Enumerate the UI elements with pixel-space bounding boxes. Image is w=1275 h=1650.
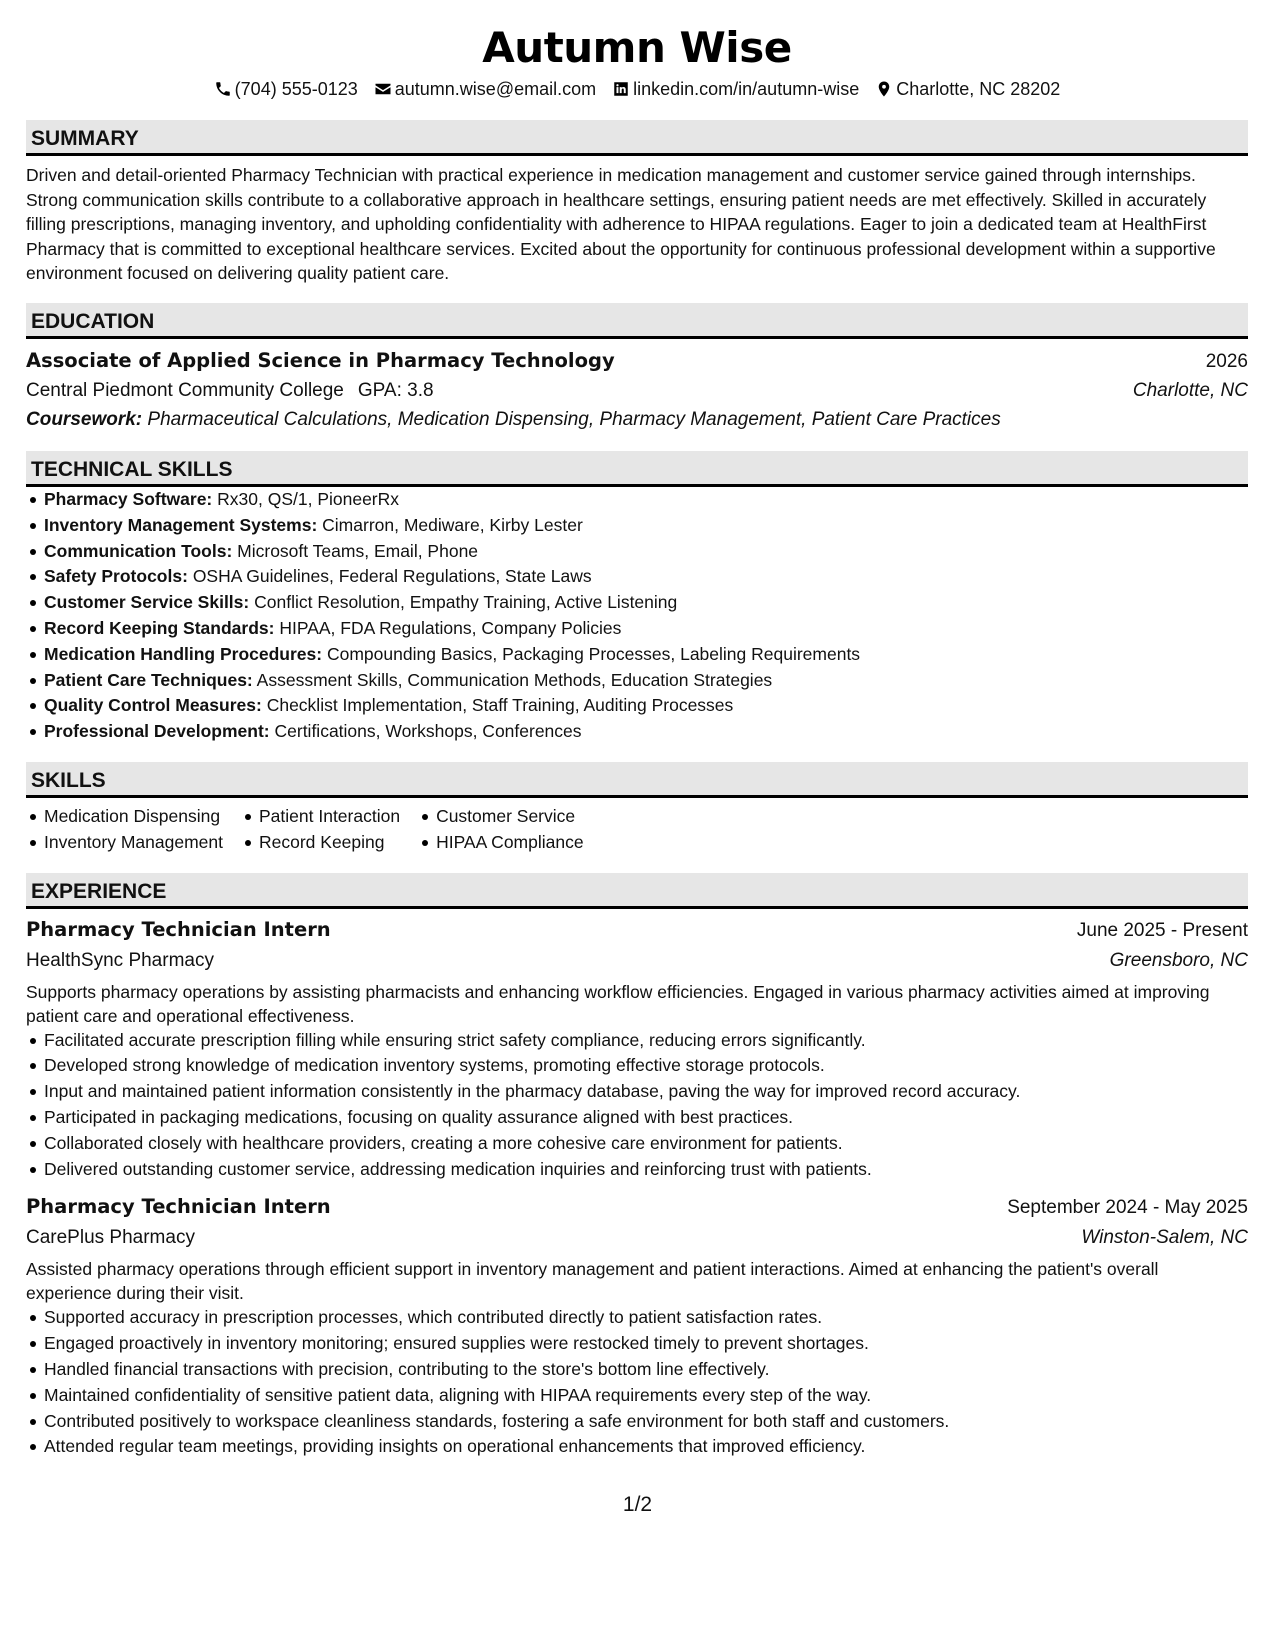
candidate-name: Autumn Wise	[482, 23, 792, 72]
list-item: Handled financial transactions with precision, contributing to the store's bottom line effectively.	[26, 1357, 1248, 1383]
skill-category: Customer Service Skills:	[44, 592, 250, 613]
job-description: Supports pharmacy operations by assisting pharmacists and enhancing workflow efficiencies. Engaged in various pharmacy activities aimed at improving patient care and operational effectiveness.	[26, 981, 1210, 1026]
map-pin-icon	[875, 80, 893, 98]
coursework	[26, 406, 1248, 434]
resume-page	[26, 22, 1248, 1460]
job-title: Pharmacy Technician Intern	[26, 1195, 331, 1219]
list-item: HIPAA Compliance	[418, 830, 584, 856]
education-row	[26, 347, 1248, 376]
list-item: Contributed positively to workspace cleanliness standards, fostering a safe environment for both staff and customers.	[26, 1409, 1248, 1435]
skill-category: Safety Protocols:	[44, 566, 188, 587]
location-text: Charlotte, NC 28202	[896, 79, 1061, 99]
skill-category: Patient Care Techniques:	[44, 669, 253, 690]
list-item: Medication Dispensing	[26, 804, 223, 830]
job-bullets	[26, 1028, 1248, 1183]
list-item: Collaborated closely with healthcare providers, creating a more cohesive care environment for patients.	[26, 1131, 1248, 1157]
list-item: Facilitated accurate prescription filling while ensuring strict safety compliance, reducing errors significantly.	[26, 1028, 1248, 1054]
graduation-year: 2026	[1205, 350, 1248, 372]
list-item	[26, 719, 1248, 745]
skill-values: Cimarron, Mediware, Kirby Lester	[322, 514, 583, 535]
job-location: Winston-Salem, NC	[1081, 1227, 1248, 1249]
skill-category: Record Keeping Standards:	[44, 617, 275, 638]
page-number: 1/2	[622, 1493, 653, 1516]
education-section	[26, 303, 1248, 434]
phone-icon	[214, 80, 232, 98]
skills-column	[418, 804, 584, 856]
skill-values: HIPAA, FDA Regulations, Company Policies	[279, 617, 622, 638]
summary-section	[26, 120, 1248, 286]
skills-section	[26, 762, 1248, 856]
skill-values: Rx30, QS/1, PioneerRx	[217, 488, 400, 509]
section-heading: TECHNICAL SKILLS	[26, 451, 1248, 487]
list-item	[26, 539, 1248, 565]
job-title: Pharmacy Technician Intern	[26, 917, 331, 941]
education-school-row	[26, 376, 1248, 406]
list-item	[26, 487, 1248, 513]
list-item: Supported accuracy in prescription processes, which contributed directly to patient satisfaction rates.	[26, 1305, 1248, 1331]
skills-column	[26, 804, 223, 856]
skill-values: Compounding Basics, Packaging Processes, Labeling Requirements	[326, 643, 861, 664]
job-title-row	[26, 915, 1248, 946]
skill-category: Pharmacy Software:	[44, 488, 213, 509]
contact-bar	[26, 76, 1248, 102]
skill-category: Medication Handling Procedures:	[44, 643, 323, 664]
list-item: Customer Service	[418, 804, 584, 830]
skill-values: Checklist Implementation, Staff Training, Auditing Processes	[266, 695, 734, 716]
technical-skills-section	[26, 451, 1248, 745]
skill-values: Conflict Resolution, Empathy Training, Active Listening	[254, 592, 678, 613]
coursework-label: Coursework:	[26, 408, 143, 430]
list-item	[26, 668, 1248, 694]
job-entry	[26, 915, 1248, 1183]
job-entry	[26, 1192, 1248, 1460]
skill-values: Certifications, Workshops, Conferences	[274, 721, 582, 742]
list-item: Input and maintained patient information consistently in the pharmacy database, paving the way for improved record accuracy.	[26, 1079, 1248, 1105]
section-heading: EDUCATION	[26, 303, 1248, 339]
list-item	[26, 642, 1248, 668]
linkedin-link[interactable]: linkedin.com/in/autumn-wise	[633, 79, 860, 99]
skill-values: Assessment Skills, Communication Methods, Education Strategies	[256, 669, 773, 690]
envelope-icon	[374, 80, 392, 98]
skill-values: Microsoft Teams, Email, Phone	[237, 540, 479, 561]
coursework-list: Pharmaceutical Calculations, Medication Dispensing, Pharmacy Management, Patient Care Practices	[147, 408, 1001, 430]
list-item	[26, 590, 1248, 616]
skill-category: Quality Control Measures:	[44, 695, 262, 716]
list-item: Patient Interaction	[241, 804, 400, 830]
section-heading: SUMMARY	[26, 120, 1248, 156]
experience-section	[26, 873, 1248, 1461]
job-company-row	[26, 946, 1248, 976]
skills-column	[241, 804, 400, 856]
contact-location	[875, 76, 1060, 102]
list-item: Developed strong knowledge of medication inventory systems, promoting effective storage protocols.	[26, 1053, 1248, 1079]
list-item: Record Keeping	[241, 830, 400, 856]
school-name: Central Piedmont Community College	[26, 379, 344, 401]
list-item	[26, 513, 1248, 539]
linkedin-icon	[612, 80, 630, 98]
contact-email[interactable]	[374, 76, 596, 102]
list-item: Engaged proactively in inventory monitoring; ensured supplies were restocked timely to prevent shortages.	[26, 1331, 1248, 1357]
job-dates: June 2025 - Present	[1076, 919, 1248, 941]
skills-grid	[26, 804, 1248, 856]
list-item: Delivered outstanding customer service, addressing medication inquiries and reinforcing trust with patients.	[26, 1157, 1248, 1183]
list-item	[26, 616, 1248, 642]
list-item: Attended regular team meetings, providing insights on operational enhancements that improved efficiency.	[26, 1434, 1248, 1460]
school-line	[26, 376, 434, 406]
job-company-row	[26, 1223, 1248, 1253]
list-item: Maintained confidentiality of sensitive patient data, aligning with HIPAA requirements every step of the way.	[26, 1383, 1248, 1409]
degree-title: Associate of Applied Science in Pharmacy Technology	[26, 348, 615, 372]
section-heading: EXPERIENCE	[26, 873, 1248, 909]
section-heading: SKILLS	[26, 762, 1248, 798]
phone-text: (704) 555-0123	[234, 79, 358, 99]
list-item	[26, 564, 1248, 590]
summary-text: Driven and detail-oriented Pharmacy Technician with practical experience in medication management and customer service gained through internships. Strong communication skills contribute to a collaborative approach in healthcare settings, ensuring patient needs are met effectively. Skilled in accurately filling prescriptions, managing inventory, and upholding confidentiality with adherence to HIPAA regulations. Eager to join a dedicated team at HealthFirst Pharmacy that is committed to exceptional healthcare services. Excited about the opportunity for continuous professional development within a supportive environment focused on delivering quality patient care.	[26, 165, 1216, 284]
job-location: Greensboro, NC	[1109, 949, 1248, 971]
job-dates: September 2024 - May 2025	[1007, 1197, 1248, 1219]
skill-category: Professional Development:	[44, 721, 270, 742]
skill-values: OSHA Guidelines, Federal Regulations, State Laws	[192, 566, 592, 587]
list-item: Participated in packaging medications, focusing on quality assurance aligned with best practices.	[26, 1105, 1248, 1131]
gpa: GPA: 3.8	[357, 379, 434, 401]
company-name: CarePlus Pharmacy	[26, 1227, 195, 1249]
job-title-row	[26, 1192, 1248, 1223]
email-link[interactable]: autumn.wise@email.com	[394, 79, 597, 99]
skill-category: Communication Tools:	[44, 540, 233, 561]
contact-phone	[214, 76, 358, 102]
job-bullets	[26, 1305, 1248, 1460]
list-item	[26, 693, 1248, 719]
contact-linkedin[interactable]	[612, 76, 859, 102]
skill-category: Inventory Management Systems:	[44, 514, 318, 535]
list-item: Inventory Management	[26, 830, 223, 856]
job-description: Assisted pharmacy operations through efficient support in inventory management and patient interactions. Aimed at enhancing the patient's overall experience during their visit.	[26, 1259, 1159, 1304]
company-name: HealthSync Pharmacy	[26, 949, 214, 971]
technical-skills-list	[26, 487, 1248, 745]
school-location: Charlotte, NC	[1132, 379, 1248, 401]
